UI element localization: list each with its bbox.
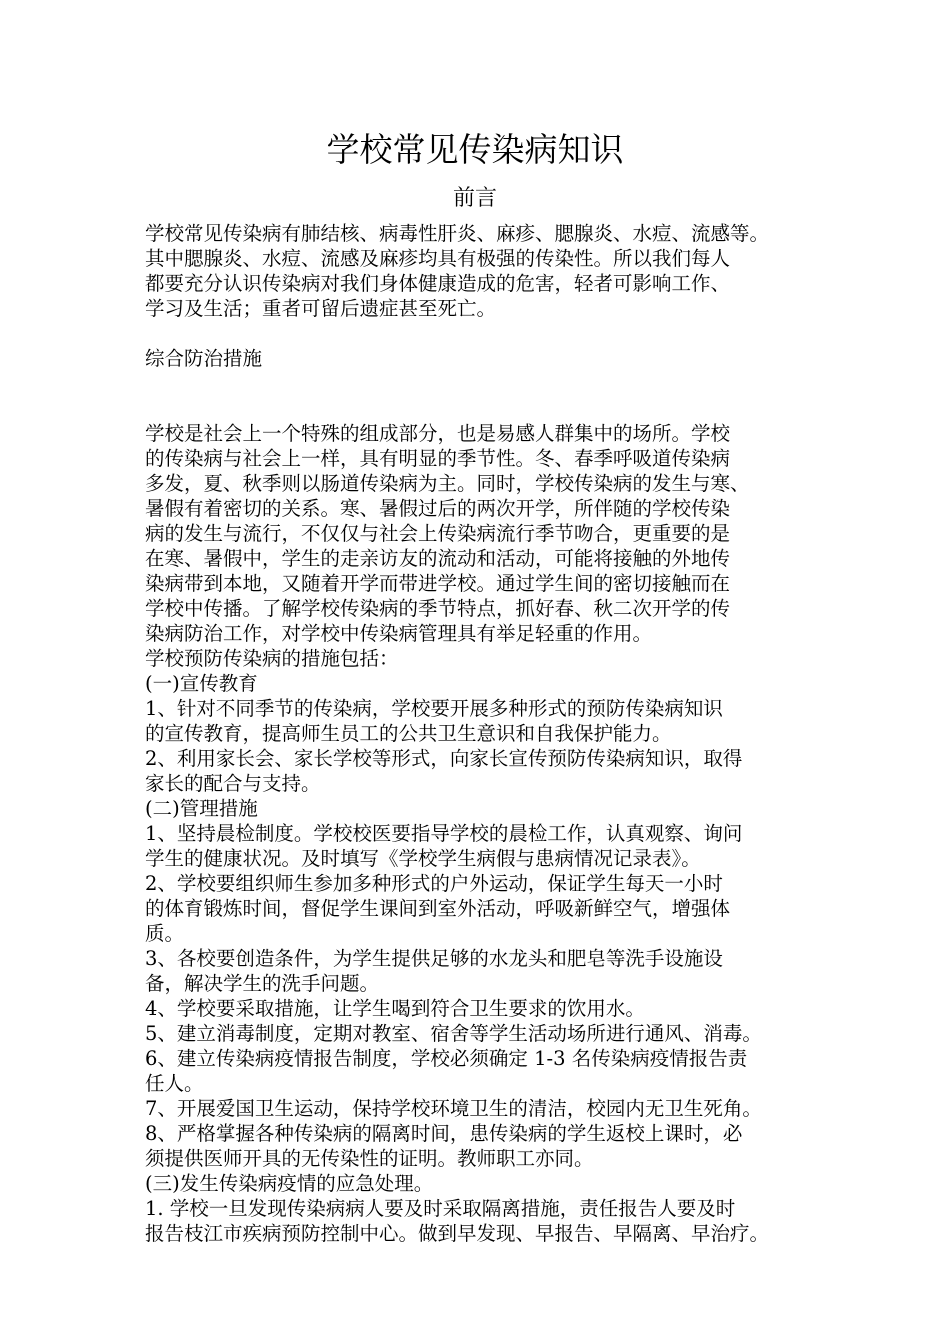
body-line: 1. 学校一旦发现传染病病人要及时采取隔离措施，责任报告人要及时 — [145, 1197, 736, 1220]
body-line: 须提供医师开具的无传染性的证明。教师职工亦同。 — [145, 1147, 594, 1170]
intro-line: 学习及生活；重者可留后遗症甚至死亡。 — [145, 297, 497, 320]
body-line: 染病防治工作，对学校中传染病管理具有举足轻重的作用。 — [145, 622, 653, 645]
body-line: 2、学校要组织师生参加多种形式的户外运动，保证学生每天一小时 — [145, 872, 723, 895]
body-line: 学校是社会上一个特殊的组成部分，也是易感人群集中的场所。学校 — [145, 422, 731, 445]
body-line: 6、建立传染病疫情报告制度，学校必须确定 1-3 名传染病疫情报告责 — [145, 1047, 748, 1070]
body-line: 3、各校要创造条件，为学生提供足够的水龙头和肥皂等洗手设施设 — [145, 947, 723, 970]
body-line: 学校预防传染病的措施包括： — [145, 647, 399, 670]
body-line: 的传染病与社会上一样，具有明显的季节性。冬、春季呼吸道传染病 — [145, 447, 731, 470]
intro-line: 学校常见传染病有肺结核、病毒性肝炎、麻疹、腮腺炎、水痘、流感等。 — [145, 222, 770, 245]
subsection-heading: (三)发生传染病疫情的应急处理。 — [145, 1172, 434, 1195]
document-title: 学校常见传染病知识 — [326, 130, 624, 169]
body-line: 2、利用家长会、家长学校等形式，向家长宣传预防传染病知识，取得 — [145, 747, 743, 770]
body-line: 质。 — [145, 922, 185, 945]
body-line: 1、针对不同季节的传染病，学校要开展多种形式的预防传染病知识 — [145, 697, 723, 720]
document-body — [145, 221, 820, 1246]
body-line: 报告枝江市疾病预防控制中心。做到早发现、早报告、早隔离、早治疗。 — [145, 1222, 770, 1245]
body-line: 7、开展爱国卫生运动，保持学校环境卫生的清洁，校园内无卫生死角。 — [145, 1097, 762, 1120]
subsection-heading: (一)宣传教育 — [145, 672, 258, 695]
body-line: 学校中传播。了解学校传染病的季节特点，抓好春、秋二次开学的传 — [145, 597, 731, 620]
body-line: 病的发生与流行，不仅仅与社会上传染病流行季节吻合，更重要的是 — [145, 522, 731, 545]
blank-line — [145, 396, 820, 421]
body-line: 的宣传教育，提高师生员工的公共卫生意识和自我保护能力。 — [145, 722, 672, 745]
document-subtitle: 前言 — [452, 186, 497, 211]
body-line: 1、坚持晨检制度。学校校医要指导学校的晨检工作，认真观察、询问 — [145, 822, 743, 845]
body-line: 家长的配合与支持。 — [145, 772, 321, 795]
body-line: 暑假有着密切的关系。寒、暑假过后的两次开学，所伴随的学校传染 — [145, 497, 731, 520]
body-line: 的体育锻炼时间，督促学生课间到室外活动，呼吸新鲜空气，增强体 — [145, 897, 731, 920]
blank-line — [145, 371, 820, 396]
main-content — [145, 421, 820, 1246]
body-line: 学生的健康状况。及时填写《学校学生病假与患病情况记录表》。 — [145, 847, 701, 870]
body-line: 染病带到本地，又随着开学而带进学校。通过学生间的密切接触而在 — [145, 572, 731, 595]
body-line: 多发，夏、秋季则以肠道传染病为主。同时，学校传染病的发生与寒、 — [145, 472, 750, 495]
subsection-heading: (二)管理措施 — [145, 797, 258, 820]
body-line: 备，解决学生的洗手问题。 — [145, 972, 380, 995]
body-line: 5、建立消毒制度，定期对教室、宿舍等学生活动场所进行通风、消毒。 — [145, 1022, 762, 1045]
section-heading: 综合防治措施 — [145, 347, 263, 370]
intro-paragraph — [145, 221, 820, 321]
body-line: 8、严格掌握各种传染病的隔离时间，患传染病的学生返校上课时，必 — [145, 1122, 743, 1145]
blank-line — [145, 321, 820, 346]
intro-line: 其中腮腺炎、水痘、流感及麻疹均具有极强的传染性。所以我们每人 — [145, 247, 731, 270]
intro-line: 都要充分认识传染病对我们身体健康造成的危害，轻者可影响工作、 — [145, 272, 731, 295]
body-line: 4、学校要采取措施，让学生喝到符合卫生要求的饮用水。 — [145, 997, 645, 1020]
body-line: 任人。 — [145, 1072, 204, 1095]
body-line: 在寒、暑假中，学生的走亲访友的流动和活动，可能将接触的外地传 — [145, 547, 731, 570]
